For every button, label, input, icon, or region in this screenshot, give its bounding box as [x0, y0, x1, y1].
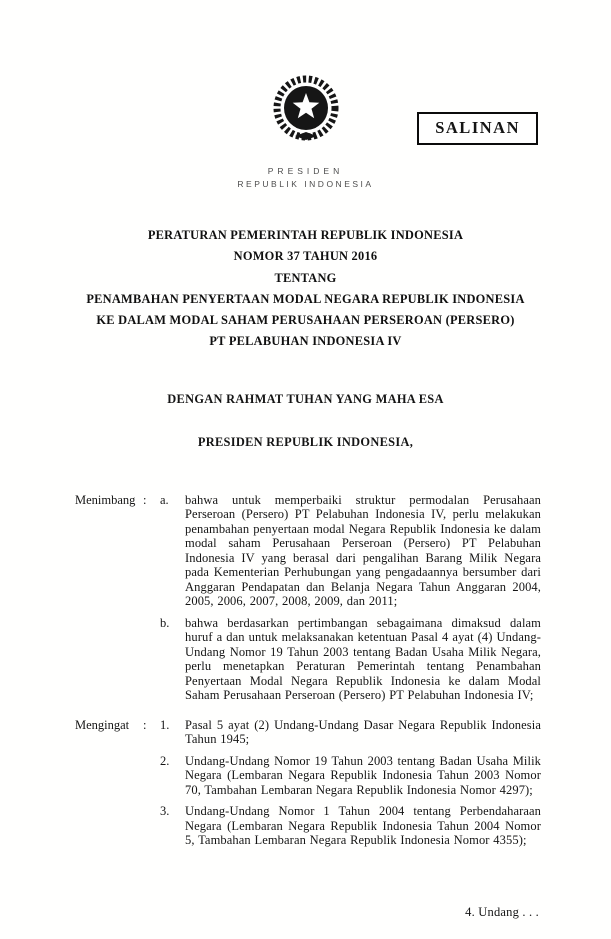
letterhead-presiden: PRESIDEN: [267, 166, 344, 176]
recalling-item-3: [160, 804, 541, 848]
item-marker: 3.: [160, 804, 170, 819]
recalling-label: Mengingat: [75, 717, 130, 732]
item-text: bahwa untuk memperbaiki struktur permodalan Perusahaan Perseroan (Persero) PT Pelabuhan Indonesia IV, perlu melakukan penambahan penyertaan modal Negara Republik Indonesia ke dalam modal saham Perusahaan Perseroan (Persero) PT Pelabuhan Indonesia IV yang berasal dari pengalihan Barang Milik Negara pada Kementerian Perhubungan yang pengadaannya bersumber dari Anggaran Pendapatan dan Belanja Negara Tahun Anggaran 2004, 2005, 2006, 2007, 2008, 2009, dan 2011;: [185, 492, 541, 609]
recalling-section: [75, 718, 541, 848]
letterhead-republik-indonesia: REPUBLIK INDONESIA: [237, 179, 374, 189]
recalling-item-1: [160, 718, 541, 747]
invocation-line: DENGAN RAHMAT TUHAN YANG MAHA ESA: [167, 391, 444, 406]
item-text: Pasal 5 ayat (2) Undang-Undang Dasar Negara Republik Indonesia Tahun 1945;: [185, 717, 541, 747]
considering-section: [75, 493, 541, 703]
regulation-title: [0, 225, 611, 353]
considering-items: [160, 493, 541, 703]
item-text: Undang-Undang Nomor 19 Tahun 2003 tentang Badan Usaha Milik Negara (Lembaran Negara Republik Indonesia Tahun 2003 Nomor 70, Tambahan Lembaran Negara Republik Indonesia Nomor 4297);: [185, 753, 541, 797]
item-text: bahwa berdasarkan pertimbangan sebagaimana dimaksud dalam huruf a dan untuk melaksanakan ketentuan Pasal 4 ayat (4) Undang-Undang Nomor 19 Tahun 2003 tentang Badan Usaha Milik Negara, perlu menetapkan Peraturan Pemerintah tentang Penambahan Penyertaan Modal Negara Republik Indonesia ke dalam Modal Saham Perusahaan Perseroan (Persero) PT Pelabuhan Indonesia IV;: [185, 615, 541, 703]
considering-label: Menimbang: [75, 492, 136, 507]
item-text: Undang-Undang Nomor 1 Tahun 2004 tentang Perbendaharaan Negara (Lembaran Negara Republik Indonesia Tahun 2004 Nomor 5, Tambahan Lembaran Negara Republik Indonesia Nomor 4355);: [185, 804, 541, 848]
title-line-3: TENTANG: [274, 270, 337, 285]
document-body: [0, 493, 611, 848]
presidential-seal-icon: [269, 74, 343, 146]
letterhead: [0, 166, 611, 189]
item-marker: 1.: [160, 717, 170, 732]
seal-container: [269, 74, 343, 151]
title-line-5: KE DALAM MODAL SAHAM PERUSAHAAN PERSEROAN (PERSERO): [96, 313, 515, 328]
considering-item-a: [160, 493, 541, 609]
enacting-authority-line: PRESIDEN REPUBLIK INDONESIA,: [197, 434, 414, 449]
title-line-6: PT PELABUHAN INDONESIA IV: [209, 334, 402, 349]
considering-separator: :: [143, 492, 147, 507]
item-marker: b.: [160, 615, 170, 630]
considering-item-b: [160, 616, 541, 703]
item-marker: 2.: [160, 753, 170, 768]
item-marker: a.: [160, 492, 169, 507]
recalling-items: [160, 718, 541, 848]
title-line-1: PERATURAN PEMERINTAH REPUBLIK INDONESIA: [147, 228, 464, 242]
recalling-item-2: [160, 754, 541, 798]
salinan-badge-label: SALINAN: [435, 118, 520, 137]
title-line-2: NOMOR 37 TAHUN 2016: [233, 249, 378, 264]
catchword: 4. Undang . . .: [465, 905, 539, 919]
salinan-badge: [417, 112, 538, 145]
recalling-separator: :: [143, 717, 147, 732]
title-line-4: PENAMBAHAN PENYERTAAN MODAL NEGARA REPUBLIK INDONESIA: [86, 291, 525, 306]
